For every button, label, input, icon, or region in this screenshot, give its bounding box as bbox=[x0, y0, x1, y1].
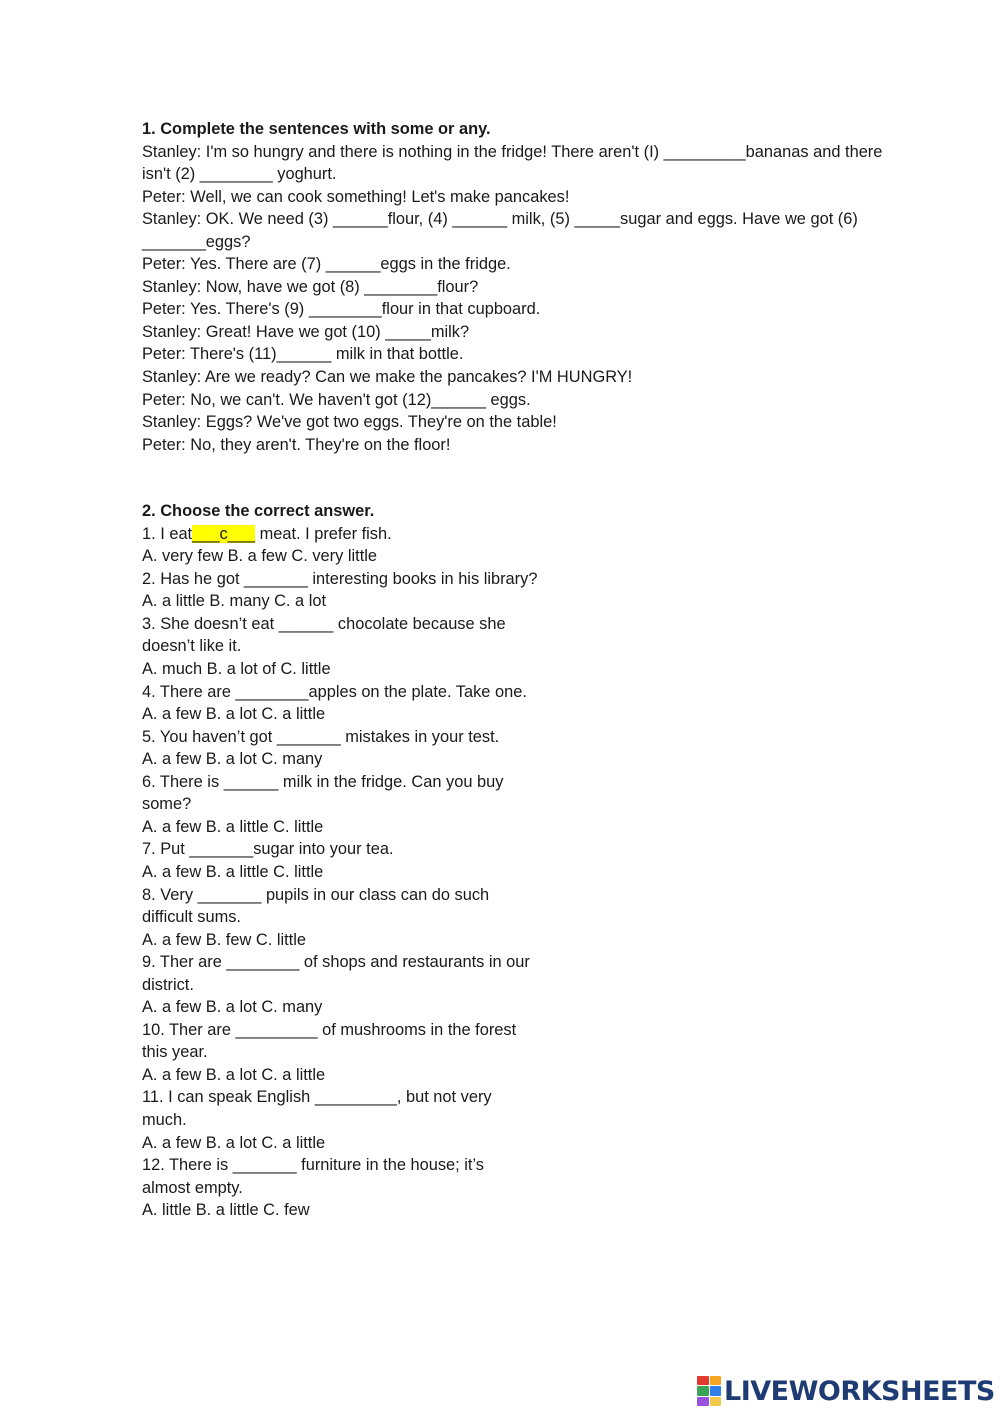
logo-tile bbox=[710, 1376, 722, 1385]
section2-line: A. very few B. a few C. very little bbox=[142, 547, 377, 566]
logo-tile bbox=[697, 1397, 709, 1406]
section1-line: Stanley: Now, have we got (8) ________flour? bbox=[142, 277, 479, 296]
section1-line: Stanley: Great! Have we got (10) _____milk? bbox=[142, 322, 470, 341]
section2-line: A. a few B. a lot C. many bbox=[142, 750, 323, 769]
worksheet-content bbox=[142, 118, 922, 1222]
section2-line: 9. Ther are ________ of shops and restaurants in our bbox=[142, 953, 530, 972]
section2-line: difficult sums. bbox=[142, 908, 241, 927]
section2-line: 12. There is _______ furniture in the house; it’s bbox=[142, 1156, 485, 1175]
logo-tile bbox=[710, 1386, 722, 1395]
section2-heading: 2. Choose the correct answer. bbox=[142, 502, 375, 521]
section1-line: Stanley: I'm so hungry and there is nothing in the fridge! There aren't (I) _________bananas and there bbox=[142, 142, 883, 161]
section1-line: _______eggs? bbox=[142, 232, 251, 251]
logo-tile bbox=[697, 1376, 709, 1385]
question-1-answer-blank[interactable]: ___c___ bbox=[192, 524, 256, 543]
logo-tile bbox=[710, 1397, 722, 1406]
section2-line: A. a few B. a lot C. a little bbox=[142, 1133, 326, 1152]
section2-line: 3. She doesn’t eat ______ chocolate because she bbox=[142, 614, 506, 633]
section2-line: A. a few B. few C. little bbox=[142, 930, 306, 949]
liveworksheets-logo bbox=[697, 1374, 995, 1408]
section2-line: A. a few B. a lot C. a little bbox=[142, 1065, 326, 1084]
section2-line: 10. Ther are _________ of mushrooms in the forest bbox=[142, 1020, 517, 1039]
question-1-prefix: 1. I eat bbox=[142, 524, 193, 543]
section1-line: Peter: No, they aren't. They're on the floor! bbox=[142, 435, 451, 454]
question-1 bbox=[142, 523, 922, 546]
section2-line: 11. I can speak English _________, but not very bbox=[142, 1088, 492, 1107]
section2-line: 7. Put _______sugar into your tea. bbox=[142, 840, 394, 859]
section2-line: A. little B. a little C. few bbox=[142, 1201, 310, 1220]
section2-line: 4. There are ________apples on the plate. Take one. bbox=[142, 682, 527, 701]
section2-line: A. much B. a lot of C. little bbox=[142, 660, 331, 679]
section1-line: Peter: Yes. There's (9) ________flour in that cupboard. bbox=[142, 300, 541, 319]
section2-line: 2. Has he got _______ interesting books in his library? bbox=[142, 569, 538, 588]
section2-line: 6. There is ______ milk in the fridge. Can you buy bbox=[142, 772, 504, 791]
section1-line: Peter: No, we can't. We haven't got (12)______ eggs. bbox=[142, 390, 531, 409]
section2-line: doesn’t like it. bbox=[142, 637, 242, 656]
section1-dialogue bbox=[142, 141, 922, 457]
section2-line: A. a few B. a little C. little bbox=[142, 862, 324, 881]
question-1-suffix: meat. I prefer fish. bbox=[255, 524, 392, 543]
section2-line: this year. bbox=[142, 1043, 208, 1062]
brand-name: LIVEWORKSHEETS bbox=[724, 1375, 995, 1407]
section1-line: Peter: Well, we can cook something! Let's make pancakes! bbox=[142, 187, 570, 206]
logo-tile bbox=[697, 1386, 709, 1395]
section2-line: district. bbox=[142, 975, 194, 994]
section2-line: 5. You haven’t got _______ mistakes in your test. bbox=[142, 727, 500, 746]
section1-line: Peter: There's (11)______ milk in that bottle. bbox=[142, 345, 464, 364]
section2-line: A. a few B. a lot C. a little bbox=[142, 705, 326, 724]
section2-line: 8. Very _______ pupils in our class can do such bbox=[142, 885, 490, 904]
section2-line: A. a few B. a little C. little bbox=[142, 817, 324, 836]
section1-line: Peter: Yes. There are (7) ______eggs in the fridge. bbox=[142, 255, 511, 274]
section2-line: almost empty. bbox=[142, 1178, 243, 1197]
section1-line: Stanley: OK. We need (3) ______flour, (4) ______ milk, (5) _____sugar and eggs. Have we got (6) bbox=[142, 210, 858, 229]
section2-line: much. bbox=[142, 1110, 187, 1129]
section2-questions bbox=[142, 545, 922, 1221]
section2-line: some? bbox=[142, 795, 192, 814]
section1-line: isn't (2) ________ yoghurt. bbox=[142, 165, 337, 184]
section2-line: A. a little B. many C. a lot bbox=[142, 592, 327, 611]
liveworksheets-logo-icon bbox=[697, 1376, 721, 1406]
section1-heading: 1. Complete the sentences with some or any. bbox=[142, 120, 491, 138]
section2-line: A. a few B. a lot C. many bbox=[142, 998, 323, 1017]
section1-line: Stanley: Are we ready? Can we make the pancakes? I'M HUNGRY! bbox=[142, 368, 633, 387]
section1-line: Stanley: Eggs? We've got two eggs. They're on the table! bbox=[142, 413, 557, 432]
